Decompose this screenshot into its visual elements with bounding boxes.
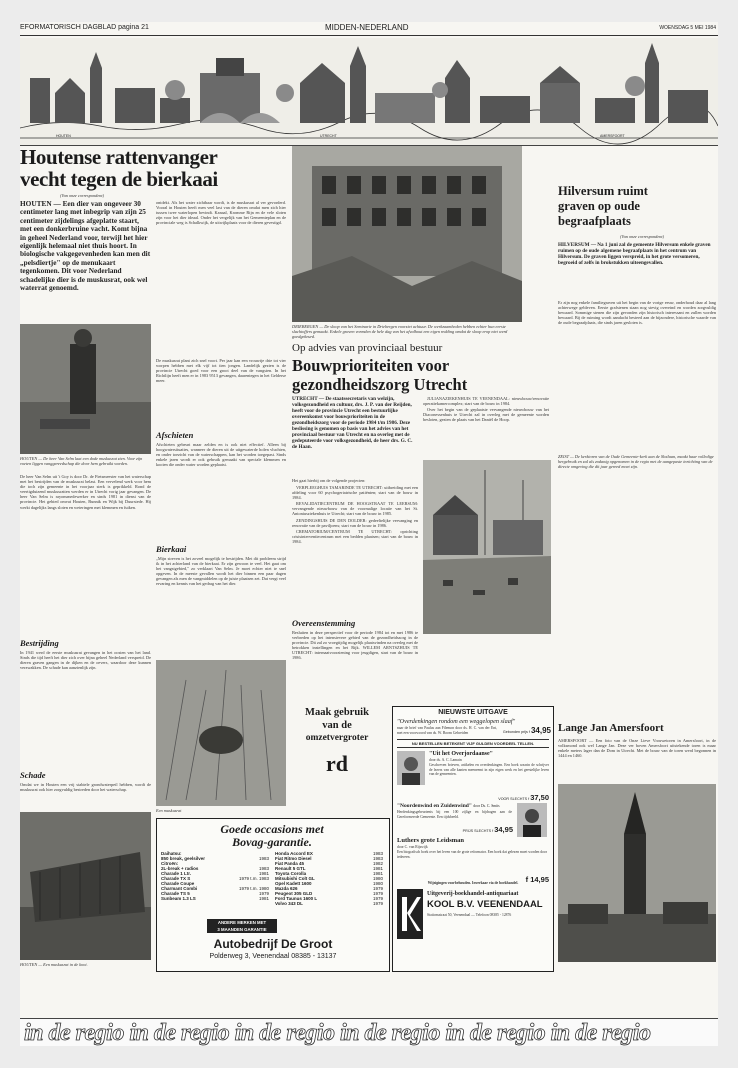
list-item: Charade Coupe bbox=[161, 881, 195, 886]
footer-repeat: in de regio in de regio in de regio in de regio in de regio in de regio bbox=[24, 1020, 651, 1046]
ad-kool-title: "Overdenkingen rondom een weggelopen slaaf" bbox=[397, 718, 516, 725]
project-item: JULIANAZIEKENHUIS TE VEENENDAAL: nieuwbouw/renovatie operatiekamercomplex; start van de bouw in 1984. bbox=[423, 396, 549, 407]
list-item: Mitsubishi Colt GL 1980 bbox=[275, 876, 383, 881]
ad-kool-item2-author: door ds. A. C. Lamain bbox=[429, 758, 462, 762]
list-item: Daihatsu: bbox=[161, 851, 182, 856]
ad-bovag-title-line1: Goede occasions met bbox=[220, 822, 324, 836]
ad-kool-item4-author: door C. van Rijswijk bbox=[397, 845, 428, 849]
headline-line2: vecht tegen de bierkaai bbox=[20, 167, 218, 191]
photo-rat-trap-graphic bbox=[20, 812, 151, 960]
banner-label-houten: HOUTEN bbox=[56, 134, 71, 138]
caption-zeist: ZEIST — De kerktoren van de Oude Gemeente-kerk aan de Slotlaan, maakt haar volledige hergebruik en zal als zodanig opgenomen in de regio met de aangepaste inrichting van de directe omgeving die dit jaar gereed moet zijn. bbox=[558, 454, 714, 469]
project-list bbox=[292, 485, 418, 615]
subhead-schade: Schade bbox=[20, 770, 46, 780]
photo-rat-catcher-graphic bbox=[20, 324, 151, 454]
ad-kool-books[interactable] bbox=[392, 706, 554, 972]
ad-kool-item3-body: Herdenkingsgebeurtenis bij een 100 zijlige en bijdragen aan de Gereformeerde Gemeente. Een tijdsbeeld. bbox=[397, 810, 512, 819]
ad-kool-publisher-line: Uitgeverij-boekhandel-antiquariaat bbox=[427, 891, 519, 897]
kicker-bouw: Op advies van provinciaal bestuur bbox=[292, 342, 443, 354]
project-list-right bbox=[423, 396, 549, 456]
ad-kool-item4-title: Luthers grote Leidsman bbox=[397, 837, 465, 844]
ad-bovag-title-line2: Bovag-garantie. bbox=[232, 835, 312, 849]
article-lange-jan: AMERSFOORT — Een foto van de Onze Lieve Vrouwetoren in Amersfoort, in de volksmond ook wel Lange Jan. Deze ver boven Amersfoort uitstekende toren is maar enkele meters lager dan de Dom in Utrecht. Met de bouw van de toren werd begonnen in 1444 en 1460. bbox=[558, 738, 716, 759]
list-item: Sunbeam 1.3 LS 1981 bbox=[161, 896, 269, 901]
author-portrait-2 bbox=[517, 803, 547, 837]
photo-rat-catcher bbox=[20, 324, 151, 454]
banner-label-utrecht: UTRECHT bbox=[320, 134, 337, 138]
list-item: Peugeot 305 GLD 1979 bbox=[275, 891, 383, 896]
ad-kool-footnote: Wijzigingen voorbehouden. Inverkaar via de boekhandel. bbox=[427, 881, 519, 885]
ad-kool-header: NIEUWSTE UITGAVE bbox=[438, 709, 508, 716]
caption-muskrat: Een muskusrat bbox=[156, 808, 182, 813]
article-houten-col1b: In 1941 werd de eerste muskusrat gevangen in het oosten van het land. Sinds die tijd heeft het dier zich over bijna geheel Nederland verspreid. De dieren graven gangen in de dijken en de oevers, waardoor deze kunnen verzwakken. De schade kan aanzienlijk zijn. bbox=[20, 650, 151, 671]
headline-bouw-line2: gezondheidszorg Utrecht bbox=[292, 375, 468, 394]
ad-kool-publisher: KOOL B.V. VEENENDAAL bbox=[427, 899, 543, 910]
article-houten-lead: HOUTEN — Een dier van ongeveer 30 centimeter lang met inbegrip van zijn 25 centimeter zijdelings afgeplatte staart, met een donkerbruine vacht. Komt bijna in geheel Nederland voor, terwijl het hier eigenlijk helemaal niet thuis hoort. In biologische vakgegevenheden kan men dit „pelsdiertje" op de menukaart tegenkomen. Dit voor Nederland schadelijke dier is de muskusrat, ook wel waterrat genoemd. bbox=[20, 200, 151, 293]
project-item: REVALIDATIECENTRUM DE HOOGSTRAAT TE LEERSUM: vervangende nieuwbouw van de voormalige locatie van het St. Antoniusziekenhuis te Utrecht; start van de bouw in 1985. bbox=[292, 501, 418, 517]
project-item: VERPLEEGHUIS TAMARINDE TE UTRECHT: uitbreiding met een afdeling voor 60 psychogeriatrische patiënten; start van de bouw in 1984. bbox=[292, 485, 418, 501]
article-bouw-lead: UTRECHT — De staatssecretaris van welzijn, volksgezondheid en cultuur, drs. J. P. van der Reijden, heeft voor de provincie Utrecht een bestuurlijke overeenkomst voor bouwprioriteiten in de gezondheidszorg voor de periode 1984 t/m 1986. Deze beslissing is genomen op basis van het advies van het provinciaal bestuur van Utrecht en na overleg met de gedeputeerde voor volksgezondheid, de heer drs. G. C. de Haan. bbox=[292, 396, 413, 450]
ad-bovag[interactable] bbox=[156, 818, 390, 972]
subhead-overeenstemming: Overeenstemming bbox=[292, 618, 356, 628]
article-bouw-intro: Het gaat hierbij om de volgende projecten: bbox=[292, 478, 366, 483]
headline-hilversum-line2: graven op oude bbox=[558, 199, 640, 213]
list-item: Fiat Ritmo Diesel 1983 bbox=[275, 856, 383, 861]
ad-kool-item2-body: Geschreven brieven, artikelen en overdenkingen. Een boek waarin de schrijver de lezers van alle kanten meeneemt in zijn eigen werk en het geestelijke leven van de gemeenten. bbox=[429, 763, 549, 776]
promo-omzetvergroter bbox=[292, 706, 382, 806]
list-item: 2L-break + radios 1983 bbox=[161, 866, 269, 871]
headline-line1: Houtense rattenvanger bbox=[20, 145, 218, 169]
article-houten-col1c: Omdat we in Houten een vrij stabiele grondwaterpeil hebben, wordt de muskusrat ook hier zorgvuldig bestreden door het waterschap. bbox=[20, 782, 151, 793]
promo-logo: rd bbox=[326, 751, 348, 776]
ad-kool-publisher-address: Stationsstraat 50, Veenendaal — Telefoon 08385 - 12876 bbox=[427, 913, 512, 917]
list-item: Toyota Corolla 1981 bbox=[275, 871, 383, 876]
headline-lange-jan: Lange Jan Amersfoort bbox=[558, 722, 664, 734]
newspaper-page bbox=[20, 22, 718, 1046]
footer-in-de-regio bbox=[20, 1018, 718, 1046]
article-hilversum-lead: HILVERSUM — Na 1 juni zal de gemeente Hilversum enkele graven ruimen op de oude algemene begraafplaats in het centrum van Hilversum. De graven liggen verspreid, in het grote versomeren, begroeid of zelfs in brokstukken uiteengevallen. bbox=[558, 242, 711, 266]
header-left: EFORMATORISCH DAGBLAD pagina 21 bbox=[20, 24, 149, 31]
skyline-drawing bbox=[20, 38, 718, 145]
article-houten-headline bbox=[20, 146, 288, 190]
article-houten-col2d: „Mijn streven is het zoveel mogelijk te bestrijden. Met dit probleem strijd ik in het achterland van de bierkaai. Er zijn gewoon te veel. Het gaat om het vangstgebied," zo verklaart Van Selm. Je moet echter niet te snel opgeven. In de meeste gevallen wordt het dier binnen een paar dagen gevangen als men de vangmiddelen op de juiste plaatsen zet. Dat vergt veel ervaring en kennis van het gedrag van het dier. bbox=[156, 556, 286, 587]
list-item: Charade TS 5 1979 bbox=[161, 891, 269, 896]
article-bouw-body: Besluiten in deze perspectief voor de periode 1984 tot en met 1986 te verbreden op het intensievere gebied van de gezondheidszorg in de provincie. Dit zal zo vroegtijdig mogelijk plaatsvinden na overleg met de betrokken instellingen en het Rijk. WILLEM ARNTSZHUIS TE UTRECHT: internaatvoorziening voor jeugdigen, start van de bouw in 1986. bbox=[292, 630, 418, 661]
ad-bovag-address: Polderweg 3, Veenendaal 08385 - 13137 bbox=[209, 953, 337, 960]
article-houten-col2: ontdekt. Als het water zichtbaar wordt, is de muskusrat al ver gevorderd. Vooral in Houten heeft men veel last van de dieren omdat men zich hier tussen twee waterlopen bevindt. Kanaal, Kromme Rijn en de vele sloten zijn voor het dier ideaal. Onder het vergelijk van het Gemeenteplan en de provinciale weg is Schalkwijk, de uitwijkplaats voor de dieren gevestigd. bbox=[156, 200, 286, 226]
list-item: Fiat Panda 45 1982 bbox=[275, 861, 383, 866]
photo-muskrat-graphic bbox=[156, 660, 286, 806]
photo-cemetery-graphic bbox=[423, 460, 551, 634]
headline-bouw-line1: Bouwprioriteiten voor bbox=[292, 356, 450, 375]
regional-banner-illustration bbox=[20, 38, 718, 146]
subhead-afschieten: Afschieten bbox=[156, 430, 194, 440]
ad-bovag-list-right bbox=[275, 851, 383, 933]
project-item: Over het begin van de geplaatste vervangende nieuwbouw van het Diaconessenhuis te Utrecht zal in overleg met de gemeente worden besloten, gezien de plaats van het Daniël de Hoop. bbox=[423, 407, 549, 423]
header-right: WOENSDAG 5 MEI 1984 bbox=[659, 25, 716, 31]
ad-bovag-title bbox=[177, 823, 367, 849]
headline-hilversum-line1: Hilversum ruimt bbox=[558, 184, 648, 198]
promo-line1: Maak gebruik bbox=[305, 707, 369, 718]
project-item: ZENDINGSHUIS DE DEN DOLDER: gedeeltelijke vervanging en renovatie van de paviljoens; start van de bouw in 1986. bbox=[292, 517, 418, 528]
ad-bovag-guarantee-banner: ANDERE MERKEN MET 3 MAANDEN GARANTIE bbox=[207, 919, 277, 933]
ad-kool-item3-title: "Noordenwind en Zuidenwind" door Ds. C. Smits bbox=[397, 803, 500, 809]
ad-kool-item4-body: Een biografisch boek over het leven van de grote reformator. Een boek dat gelezen moet worden door iedereen. bbox=[397, 850, 547, 859]
ad-kool-price2: VOOR SLECHTS f 37,50 bbox=[498, 793, 549, 802]
ad-kool-price1: Gebonden prijs f 34,95 bbox=[502, 726, 551, 735]
photo-tower-graphic bbox=[558, 784, 716, 962]
banner-label-amersfoort: AMERSFOORT bbox=[600, 134, 625, 138]
list-item: Volvo 343 DL 1979 bbox=[275, 901, 383, 906]
article-houten-col2c: Afschieten gebeurt maar zelden en is ook niet effectief. Alleen bij hoogwatersituaties, wanneer de dieren uit de uitgewaterde holen vluchten, en onder toezicht van de waterschappen, kan het worden toegepast. Sinds enkele jaren wordt er ook gebruik gemaakt van speciale klemmen en kooien die onder water worden geplaatst. bbox=[156, 442, 286, 468]
list-item: Mazda 626 1979 bbox=[275, 886, 383, 891]
subhead-bestrijding: Bestrijding bbox=[20, 638, 59, 648]
ad-kool-offer: NU BESTELLEN BETEKENT VIJF GULDEN VOORDEEL TELLEN. bbox=[397, 739, 549, 748]
caption-rat-trap: HOUTEN — Een muskusrat in de kooi. bbox=[20, 962, 88, 967]
ad-kool-price4: f 14,95 bbox=[525, 875, 549, 884]
list-item: 850 break, geelsilver 1983 bbox=[161, 856, 269, 861]
ad-bovag-dealer: Autobedrijf De Groot bbox=[213, 937, 333, 951]
caption-seminarie: DRIEBERGEN — De sloop van het Seminarie in Driebergen voorziet achtuur. De werkzaamheden hebben echter hun eerste slachtoffers gemaakt. Enkele graven vormden de hele dag van het afvalhout een eigen redding omdat de sloop erop niet werd goedgekeurd. bbox=[292, 324, 508, 339]
article-houten-col1: De heer Van Selm uit 't Goy is door Dr. de Fietsmeester van het waterschap met het bestrijden van de muskusrat belast. Een vervelend werk voor hem die toch zijn gemeente in het voorjaar sterk is geprikkeld. Rond de veertigduizend muskusratten werden er in Utrecht vorig jaar gevangen. De heer Van Selm is rayonsmedewerker en sinds 1981 in dienst van de provincie. Het gebied omvat Houten, Bunnik en Wijk bij Duurstede. Hij werkt dagelijks langs sloten en weteringen met klemmen en fuiken. bbox=[20, 474, 151, 510]
photo-seminarie-demolition bbox=[292, 146, 522, 322]
photo-rat-trap bbox=[20, 812, 151, 960]
author-portrait-1 bbox=[397, 751, 425, 785]
list-item: Charade 1 Ltr. 1981 bbox=[161, 871, 269, 876]
promo-line2: van de bbox=[322, 720, 352, 731]
photo-seminarie-graphic bbox=[292, 146, 522, 322]
list-item: Charade TX S 1979 t.m. 1983 bbox=[161, 876, 269, 881]
headline-hilversum bbox=[558, 184, 716, 229]
project-item: CREMATORIUM/CENTRUM TE UTRECHT: oprichting crisisinterventiecentrum met een bedden plaatsen; start van de bouw in 1984. bbox=[292, 528, 418, 544]
kool-logo-icon bbox=[397, 889, 423, 939]
list-item: Opel Kadett 1600 1980 bbox=[275, 881, 383, 886]
list-item: Ford Taunus 1600 L 1979 bbox=[275, 896, 383, 901]
ad-kool-subtitle: naar de brief van Paulus aan Filemon door ds. H. C. van der Ent, met een voorwoord van ds. W. Boom Gebreiden bbox=[397, 726, 497, 735]
header-center: MIDDEN-NEDERLAND bbox=[325, 23, 409, 32]
list-item: Honda Accord EX 1983 bbox=[275, 851, 383, 856]
page-header bbox=[20, 22, 718, 36]
byline: (Van onze correspondent) bbox=[60, 193, 104, 198]
byline-hilversum: (Van onze correspondent) bbox=[620, 234, 664, 239]
headline-hilversum-line3: begraafplaats bbox=[558, 214, 631, 228]
list-item: Renault 5 GTL 1981 bbox=[275, 866, 383, 871]
photo-lange-jan-tower bbox=[558, 784, 716, 962]
ad-kool-price3: PRIJS SLECHTS f 34,95 bbox=[462, 825, 513, 834]
list-item: Citroën: bbox=[161, 861, 179, 866]
headline-bouwprioriteiten bbox=[292, 356, 528, 394]
photo-muskrat bbox=[156, 660, 286, 806]
caption-rat-catcher: HOUTEN — De heer Van Selm laat een dode muskusrat zien. Voor zijn voeten liggen vanggereedschap die door hem gebruikt worden. bbox=[20, 456, 143, 466]
promo-line3: omzetvergroter bbox=[305, 733, 369, 743]
ad-kool-item2-title: "Uit het Overjordaanse" bbox=[429, 751, 493, 757]
article-houten-col2b: De muskusrat plant zich snel voort. Per jaar kan een vrouwtje drie tot vier worpen hebben met elk vijf tot tien jongen. Landelijk gezien is de provincie Utrecht goed voor een groot deel van de vangsten. In het Richtlijn heeft men er in 1983 9513 gevangen, daarentegen in het Gelderse meer. bbox=[156, 358, 286, 384]
photo-cemetery bbox=[423, 460, 551, 634]
subhead-bierkaai: Bierkaai bbox=[156, 544, 187, 554]
list-item: Charmant Combi 1979 t.m. 1980 bbox=[161, 886, 269, 891]
article-hilversum-body: Er zijn nog enkele familiegraven uit het begin van de vorige eeuw, onderhoud daar al lang achterwege gebleven. Eerste grafstenen staan nog stevig overeind en worden zorgvuldig bewaard. Sommige stenen die zijn gevonden zijn historisch interessant en zullen worden bewaard. Bij de ruiming wordt aandacht besteed aan de bijzondere, historische waarde van de oude begraafplaats, die sinds jaren gesloten is. bbox=[558, 300, 716, 326]
